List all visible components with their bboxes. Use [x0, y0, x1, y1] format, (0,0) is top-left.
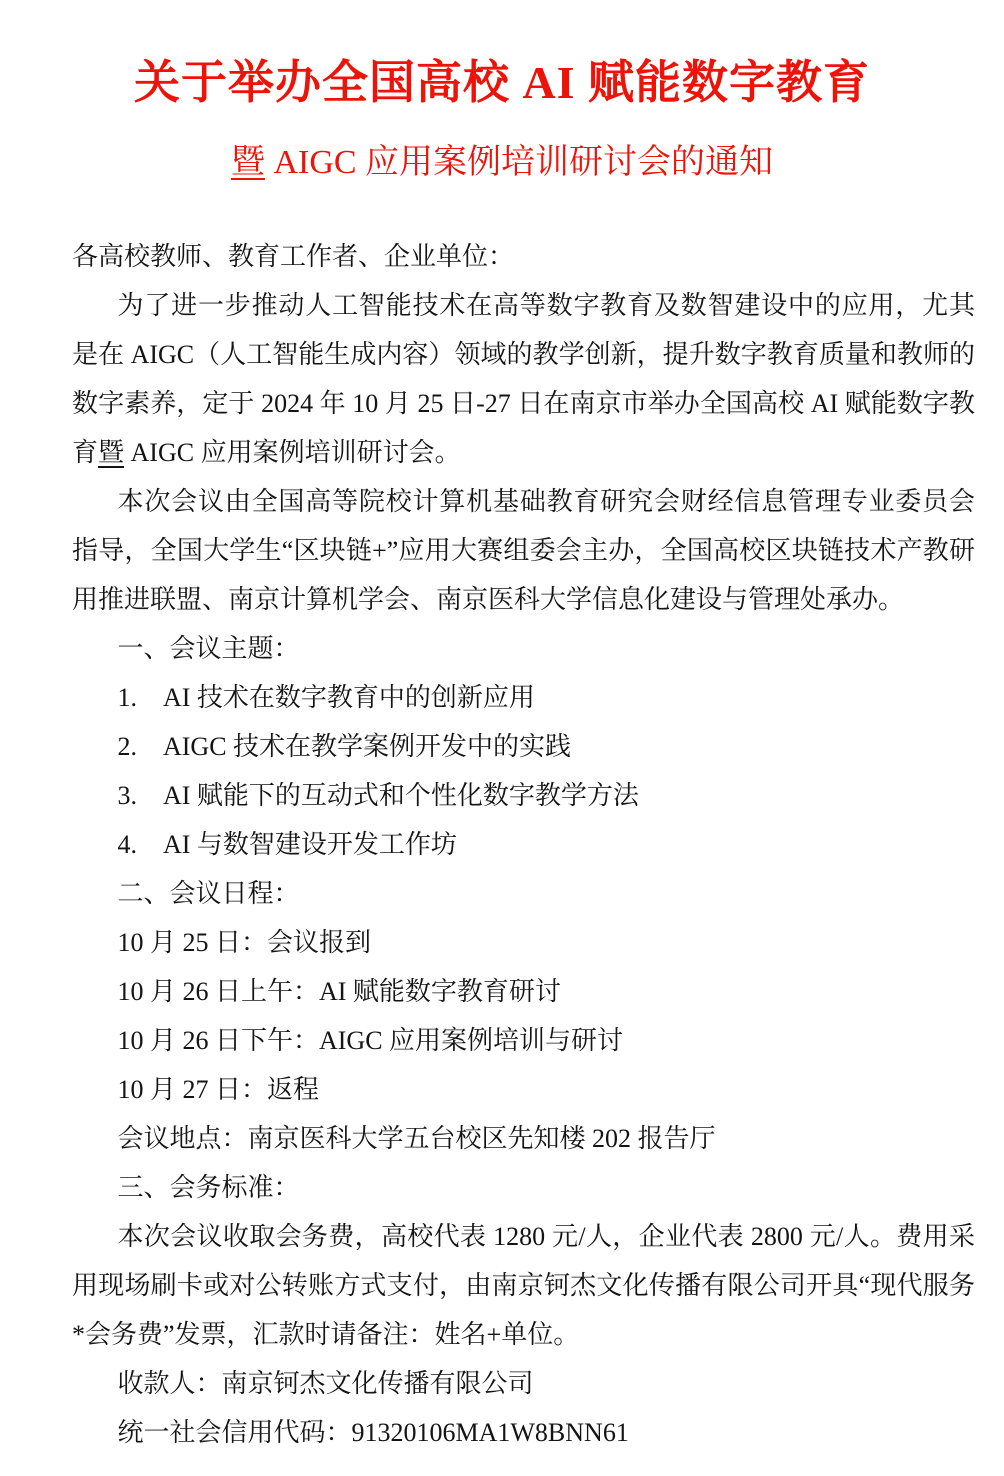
notice-subtitle-rest: AIGC 应用案例培训研讨会的通知 — [264, 144, 774, 181]
schedule-item: 10 月 26 日下午：AIGC 应用案例培训与研讨 — [117, 1026, 624, 1055]
payee-line: 收款人：南京钶杰文化传播有限公司 — [117, 1369, 534, 1398]
credit-code-line: 统一社会信用代码：91320106MA1W8BNN61 — [117, 1418, 629, 1447]
schedule-item: 10 月 25 日：会议报到 — [117, 928, 372, 957]
topic-item: 3. AI 赋能下的互动式和个性化数字教学方法 — [117, 781, 639, 810]
intro-text-before: 为了进一步推动人工智能技术在高等数字教育及数智建设中的应用，尤其是在 AIGC（人工智能生成内容）领域的教学创新，提升数字教育质量和教师的数字素养，定于 2024 年 10 月 25 日-27 日在南京市举办全国高校 AI 赋能数字教育 — [72, 291, 975, 467]
topic-item: 2. AIGC 技术在教学案例开发中的实践 — [117, 732, 572, 761]
organizers-paragraph: 本次会议由全国高等院校计算机基础教育研究会财经信息管理专业委员会指导，全国大学生“区块链+”应用大赛组委会主办，全国高校区块链技术产教研用推进联盟、南京计算机学会、南京医科大学信息化建设与管理处承办。 — [72, 487, 975, 614]
venue-line: 会议地点：南京医科大学五台校区先知楼 202 报告厅 — [117, 1124, 716, 1153]
intro-text-after: AIGC 应用案例培训研讨会。 — [124, 438, 461, 467]
notice-body — [72, 232, 975, 1457]
schedule-item: 10 月 26 日上午：AI 赋能数字教育研讨 — [117, 977, 561, 1006]
section-heading-fees: 三、会务标准： — [117, 1173, 300, 1202]
notice-subtitle — [10, 141, 994, 185]
intro-paragraph — [72, 281, 975, 477]
intro-underlined-char: 暨 — [98, 438, 125, 467]
topic-item: 1. AI 技术在数字教育中的创新应用 — [117, 683, 535, 712]
schedule-item: 10 月 27 日：返程 — [117, 1075, 320, 1104]
topic-item: 4. AI 与数智建设开发工作坊 — [117, 830, 457, 859]
section-heading-schedule: 二、会议日程： — [117, 879, 300, 908]
notice-subtitle-first-char: 暨 — [230, 144, 265, 181]
notice-title: 关于举办全国高校 AI 赋能数字教育 — [133, 57, 871, 108]
section-heading-topics: 一、会议主题： — [117, 634, 300, 663]
fees-paragraph: 本次会议收取会务费，高校代表 1280 元/人，企业代表 2800 元/人。费用采用现场刷卡或对公转账方式支付，由南京钶杰文化传播有限公司开具“现代服务*会务费”发票，汇款时请备注：姓名+单位。 — [72, 1222, 975, 1349]
salutation-line: 各高校教师、教育工作者、企业单位： — [72, 242, 515, 271]
